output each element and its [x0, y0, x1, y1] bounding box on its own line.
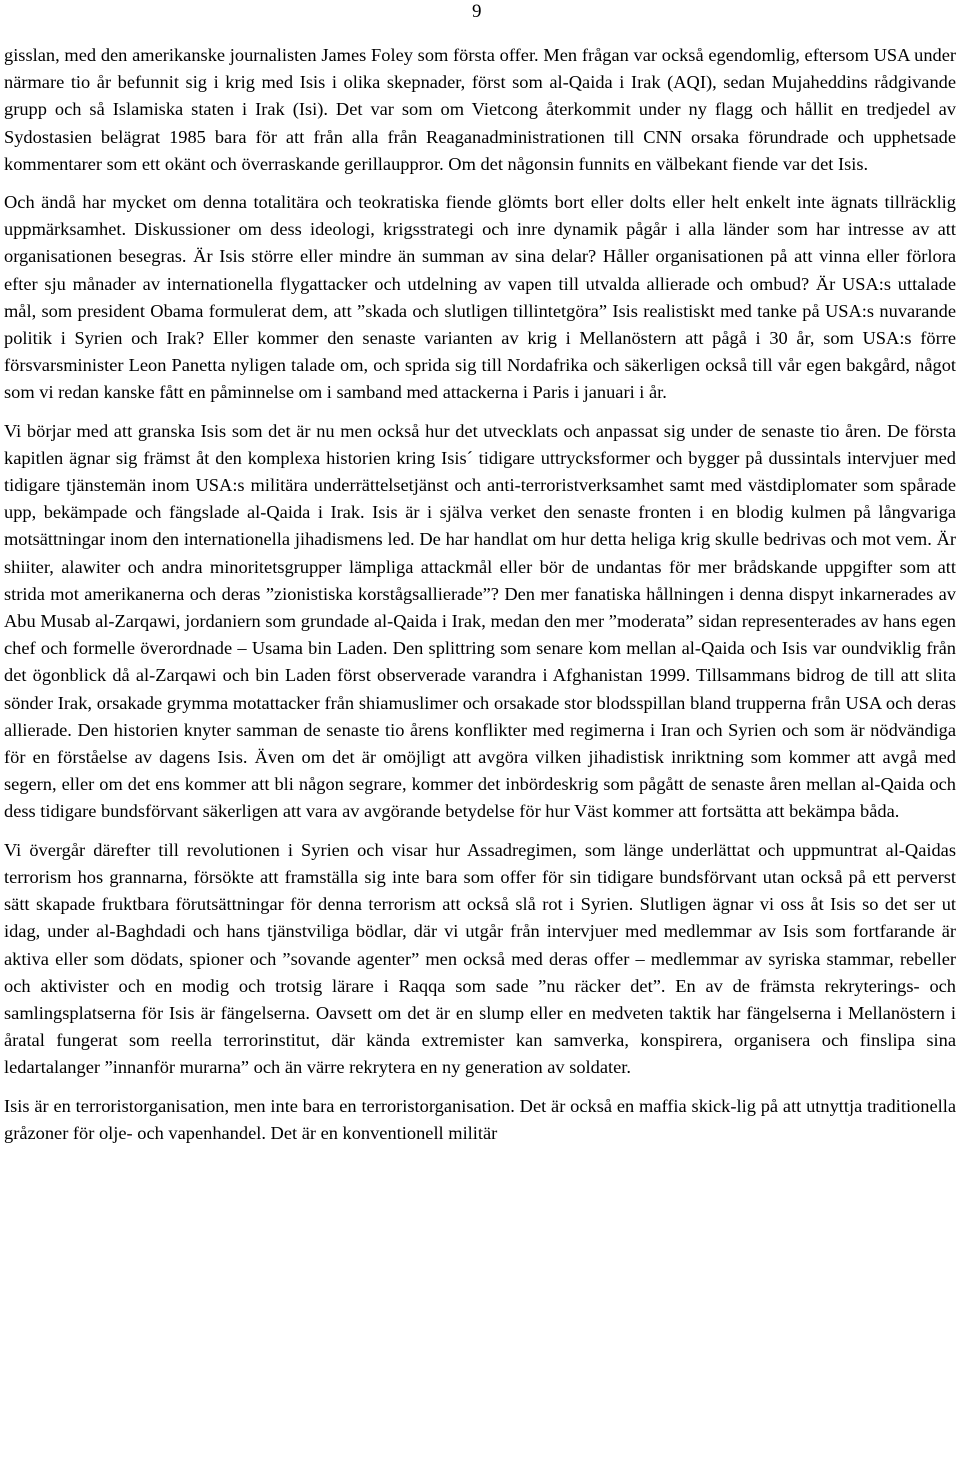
document-body: [4, 42, 956, 1158]
page-number: 9: [472, 1, 482, 22]
paragraph: Vi börjar med att granska Isis som det är nu men också hur det utvecklats och anpassat sig under de senaste tio åren. De första kapitlen ägnar sig främst åt den komplexa historien kring Isis´ tidigare uttrycksformer och bygger på dussintals intervjuer med tidigare tjänstemän inom USA:s militära underrättelsetjänst och anti-terroristverksamhet samt med västdiplomater som spårade upp, bekämpade och fängslade al-Qaida i Irak. Isis är i själva verket den senaste fronten i en blodig kulmen på långvariga motsättningar inom den internationella jihadismens led. De har handlat om hur detta heliga krig skulle bedrivas och mot vem. Är shiiter, alawiter och andra minoritetsgrupper lämpliga attackmål eller bör de undantas för mer brådskande uppgifter som att strida mot amerikanerna och deras ”zionistiska korstågsallierade”? Den mer fanatiska hållningen i denna dispyt inkarnerades av Abu Musab al-Zarqawi, jordaniern som grundade al-Qaida i Irak, medan den mer ”moderata” sidan representerades av hans egen chef och formelle överordnade – Usama bin Laden. Den splittring som senare kom mellan al-Qaida och Isis var oundviklig från det ögonblick då al-Zarqawi och bin Laden först observerade varandra i Afghanistan 1999. Tillsammans bidrog de till att slita sönder Irak, orsakade grymma motattacker från shiamuslimer och orsakade stor blodsspillan bland trupperna från USA och deras allierade. Den historien knyter samman de senaste tio årens konflikter med regimerna i Iran och Syrien och som är nödvändiga för en förståelse av dagens Isis. Även om det är omöjligt att avgöra vilken jihadistisk inriktning som kommer att avgå med segern, eller om det ens kommer att bli någon segrare, kommer det inbördeskrig som pågått de senaste åren mellan al-Qaida och dess tidigare bundsförvant säkerligen att vara av avgörande betydelse för hur Väst kommer att fortsätta att bekämpa båda.: [4, 420, 956, 822]
paragraph: Vi övergår därefter till revolutionen i Syrien och visar hur Assadregimen, som länge underlättat och uppmuntrat al-Qaidas terrorism hos grannarna, försökte att framställa sig inte bara som offer för sin tidigare bundsförvant utan också på ett perverst sätt skapade fruktbara förutsättningar för denna terrorism att också slå rot i Syrien. Slutligen ägnar vi oss åt Isis so det ser ut idag, under al-Baghdadi och hans tjänstviliga bödlar, där vi utgår från intervjuer med medlemmar av Isis som fortfarande är aktiva eller som dödats, spioner och ”sovande agenter” men också med deras offer – medlemmar av syriska stammar, rebeller och aktivister och en modig och trotsig lärare i Raqqa som sade ”nu räcker det”. En av de främsta rekryterings- och samlingsplatserna för Isis är fängelserna. Oavsett om det är en slump eller en medveten taktik har fängelserna i Mellanöstern i åratal fungerat som reella terrorinstitut, där kända extremister kan samverka, konspirera, organisera och finslipa sina ledartalanger ”innanför murarna” och än värre rekrytera en ny generation av soldater.: [4, 839, 956, 1078]
paragraph: gisslan, med den amerikanske journalisten James Foley som första offer. Men frågan var också egendomlig, eftersom USA under närmare tio år befunnit sig i krig med Isis i olika skepnader, först som al-Qaida i Irak (AQI), sedan Mujaheddins rådgivande grupp och så Islamiska staten i Irak (Isi). Det var som om Vietcong återkommit under ny flagg och hållit en tredjedel av Sydostasien belägrat 1985 bara för att från alla från Reaganadministrationen till CNN orsaka förundrade och upphetsade kommentarer som ett okänt och överraskande gerillauppror. Om det någonsin funnits en välbekant fiende var det Isis.: [4, 45, 956, 174]
paragraph: Isis är en terroristorganisation, men inte bara en terroristorganisation. Det är också en maffia skick-lig på att utnyttja traditionella gråzoner för olje- och vapenhandel. Det är en konventionell militär: [4, 1095, 956, 1143]
paragraph: Och ändå har mycket om denna totalitära och teokratiska fiende glömts bort eller dolts eller helt enkelt inte ägnats tillräcklig uppmärksamhet. Diskussioner om dess ideologi, krigsstrategi och inre dynamik pågår i alla länder som har intresse av att organisationen besegras. Är Isis större eller mindre än summan av sina delar? Håller organisationen på att vinna eller förlora efter sju månader av internationella flygattacker och utdelning av vapen till utvalda allierade och ombud? Är USA:s uttalade mål, som president Obama formulerat dem, att ”skada och slutligen tillintetgöra” Isis realistiskt med tanke på USA:s nuvarande politik i Syrien och Irak? Eller kommer den senaste varianten av krig i Mellanöstern att pågå i 30 år, som USA:s förre försvarsminister Leon Panetta nyligen talade om, och sprida sig till Nordafrika och säkerligen också till vår egen bakgård, något som vi redan kanske fått en påminnelse om i samband med attackerna i Paris i januari i år.: [4, 192, 956, 403]
